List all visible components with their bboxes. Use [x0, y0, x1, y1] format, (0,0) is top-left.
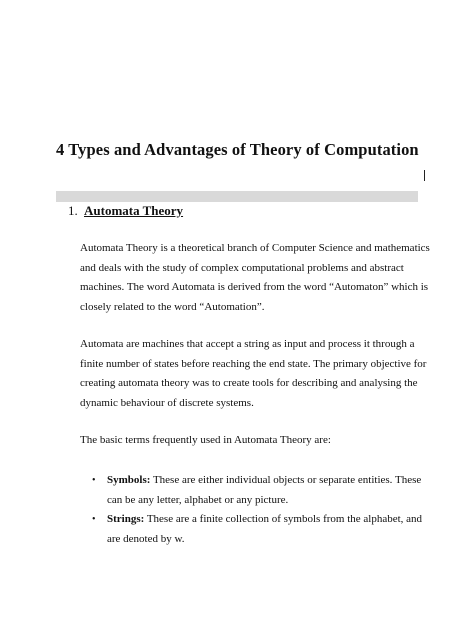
- paragraph-line: machines. The word Automata is derived from the word “Automaton” which is: [80, 281, 429, 293]
- paragraph-line: finite number of states before reaching the end state. The primary objective for: [80, 357, 427, 370]
- paragraph-line: creating automata theory was to create tools for describing and analysing the: [80, 377, 418, 389]
- list-item-line: can be any letter, alphabet or any picture.: [107, 493, 289, 506]
- paragraph-line: and deals with the study of complex computational problems and abstract: [80, 261, 404, 274]
- list-item-line: [107, 510, 423, 530]
- bullet-icon: •: [92, 475, 96, 486]
- list-item-text: These are a finite collection of symbols from the alphabet, and: [144, 513, 423, 525]
- shaded-divider: [56, 191, 418, 202]
- terms-list: [80, 471, 423, 549]
- paragraph-line: Automata Theory is a theoretical branch of Computer Science and mathematics: [80, 242, 430, 254]
- paragraph-intro: [80, 239, 430, 317]
- list-item-line: [107, 471, 420, 491]
- document-title: 4 Types and Advantages of Theory of Computation: [56, 140, 419, 159]
- list-item: [80, 510, 423, 549]
- section-title: Automata Theory: [84, 203, 184, 218]
- list-item-term: Strings:: [107, 513, 145, 525]
- paragraph-line: closely related to the word “Automation”.: [80, 300, 265, 313]
- section-heading: [68, 203, 183, 219]
- list-item-text: These are either individual objects or separate entities. These: [150, 474, 422, 486]
- paragraph-automata: [80, 335, 427, 413]
- bullet-icon: •: [92, 514, 96, 525]
- list-item: [80, 471, 420, 510]
- paragraph-line: dynamic behaviour of discrete systems.: [80, 396, 254, 409]
- list-item-line: are denoted by w.: [107, 532, 185, 545]
- text-cursor: [424, 170, 425, 181]
- section-number: 1.: [68, 203, 78, 218]
- list-item-term: Symbols:: [107, 474, 151, 486]
- paragraph-line: Automata are machines that accept a string as input and process it through a: [80, 338, 415, 350]
- paragraph-line: The basic terms frequently used in Automata Theory are:: [80, 434, 331, 446]
- paragraph-basic-terms: [80, 431, 420, 451]
